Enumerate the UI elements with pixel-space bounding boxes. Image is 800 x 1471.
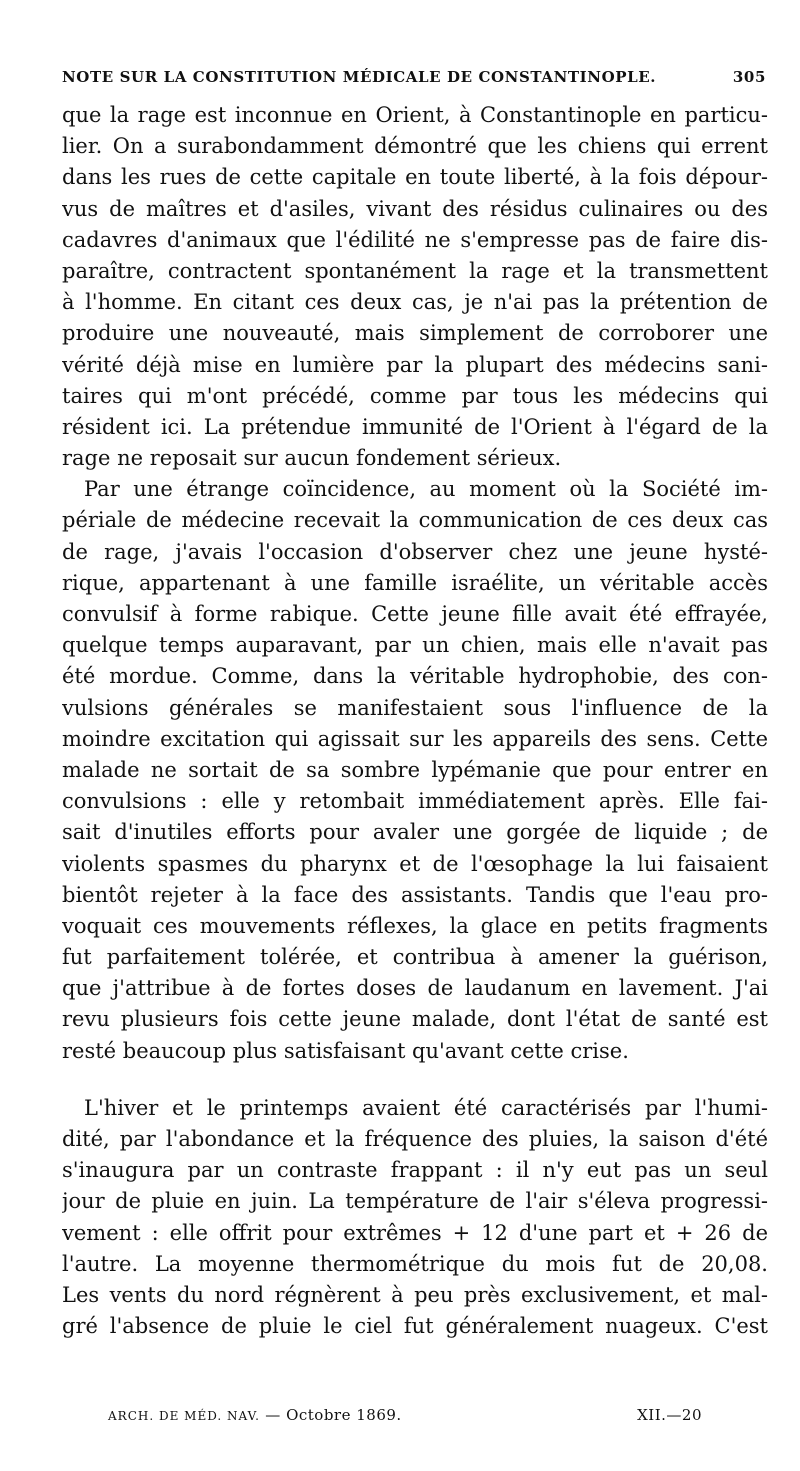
text-line: moindre excitation qui agissait sur les appareils des sens. Cette [62,726,768,751]
text-line: Les vents du nord régnèrent à peu près exclusivement, et mal- [62,1282,768,1307]
text-line: dité, par l'abondance et la fréquence des pluies, la saison d'été [62,1127,768,1151]
text-line: vus de maîtres et d'asiles, vivant des résidus culinaires ou des [62,196,768,221]
footer-date: Octobre 1869. [286,1406,402,1424]
footer-source [108,1406,402,1424]
running-head [62,62,766,92]
text-line: que j'attribue à de fortes doses de laudanum en lavement. J'ai [62,976,768,1001]
text-line: resté beaucoup plus satisfaisant qu'avant cette crise. [62,1038,629,1063]
text-line: dans les rues de cette capitale en toute liberté, à la fois dépour- [62,165,768,190]
text-line: été mordue. Comme, dans la véritable hydrophobie, des con- [62,664,768,689]
text-line: convulsions : elle y retombait immédiatement après. Elle fai- [62,789,768,814]
text-line: gré l'absence de pluie le ciel fut généralement nuageux. C'est [62,1314,768,1339]
text-line: produire une nouveauté, mais simplement de corroborer une [62,321,768,346]
text-line: taires qui m'ont précédé, comme par tous les médecins qui [62,383,768,408]
text-line: bientôt rejeter à la face des assistants. Tandis que l'eau pro- [62,882,768,907]
paragraph-2 [62,474,768,1067]
text-line: vement : elle offrit pour extrêmes + 12 d'une part et + 26 de [62,1220,768,1245]
text-line: de rage, j'avais l'occasion d'observer chez une jeune hysté- [62,539,768,564]
text-line: à l'homme. En citant ces deux cas, je n'ai pas la prétention de [62,290,768,315]
running-title: NOTE SUR LA CONSTITUTION MÉDICALE DE CONSTANTINOPLE. [62,68,657,86]
text-line: périale de médecine recevait la communication de ces deux cas [62,508,768,533]
text-line: lier. On a surabondamment démontré que les chiens qui errent [62,134,768,159]
text-line: vulsions générales se manifestaient sous l'influence de la [62,695,768,720]
text-line: rage ne reposait sur aucun fondement sérieux. [62,446,562,471]
footer-journal-abbrev: ARCH. DE MÉD. NAV. [108,1409,260,1423]
text-line: jour de pluie en juin. La température de l'air s'éleva progressi- [62,1189,768,1214]
text-line: rique, appartenant à une famille israélite, un véritable accès [62,570,768,595]
text-line: vérité déjà mise en lumière par la plupart des médecins sani- [62,352,768,377]
paragraph-3 [62,1093,768,1343]
text-line: paraître, contractent spontanément la rage et la transmettent [62,258,768,283]
text-line: l'autre. La moyenne thermométrique du mois fut de 20,08. [62,1251,768,1276]
text-line: que la rage est inconnue en Orient, à Constantinople en particu- [62,103,768,127]
text-line: convulsif à forme rabique. Cette jeune fille avait été effrayée, [62,602,768,626]
footer-signature-mark: XII.—20 [637,1406,702,1424]
text-line: revu plusieurs fois cette jeune malade, dont l'état de santé est [62,1007,768,1032]
footer-dash: — [265,1406,281,1424]
text-line: résident ici. La prétendue immunité de l'Orient à l'égard de la [62,414,768,439]
text-line: s'inaugura par un contraste frappant : il n'y eut pas un seul [62,1158,768,1183]
text-line: fut parfaitement tolérée, et contribua à amener la guérison, [62,945,768,970]
text-line: violents spasmes du pharynx et de l'œsophage la lui faisaient [62,851,768,876]
text-line: malade ne sortait de sa sombre lypémanie que pour entrer en [62,757,768,782]
section-gap [62,1067,768,1093]
text-line: quelque temps auparavant, par un chien, mais elle n'avait pas [62,633,768,658]
page-number: 305 [732,68,766,86]
text-line: Par une étrange coïncidence, au moment où la Société im- [84,477,768,502]
page-footer [108,1402,702,1428]
text-line: sait d'inutiles efforts pour avaler une gorgée de liquide ; de [62,820,768,845]
text-line: cadavres d'animaux que l'édilité ne s'empresse pas de faire dis- [62,227,768,252]
text-line: voquait ces mouvements réflexes, la glace en petits fragments [62,913,768,938]
paragraph-1 [62,100,768,474]
body-text [62,100,768,1342]
text-line: L'hiver et le printemps avaient été caractérisés par l'humi- [84,1095,768,1120]
